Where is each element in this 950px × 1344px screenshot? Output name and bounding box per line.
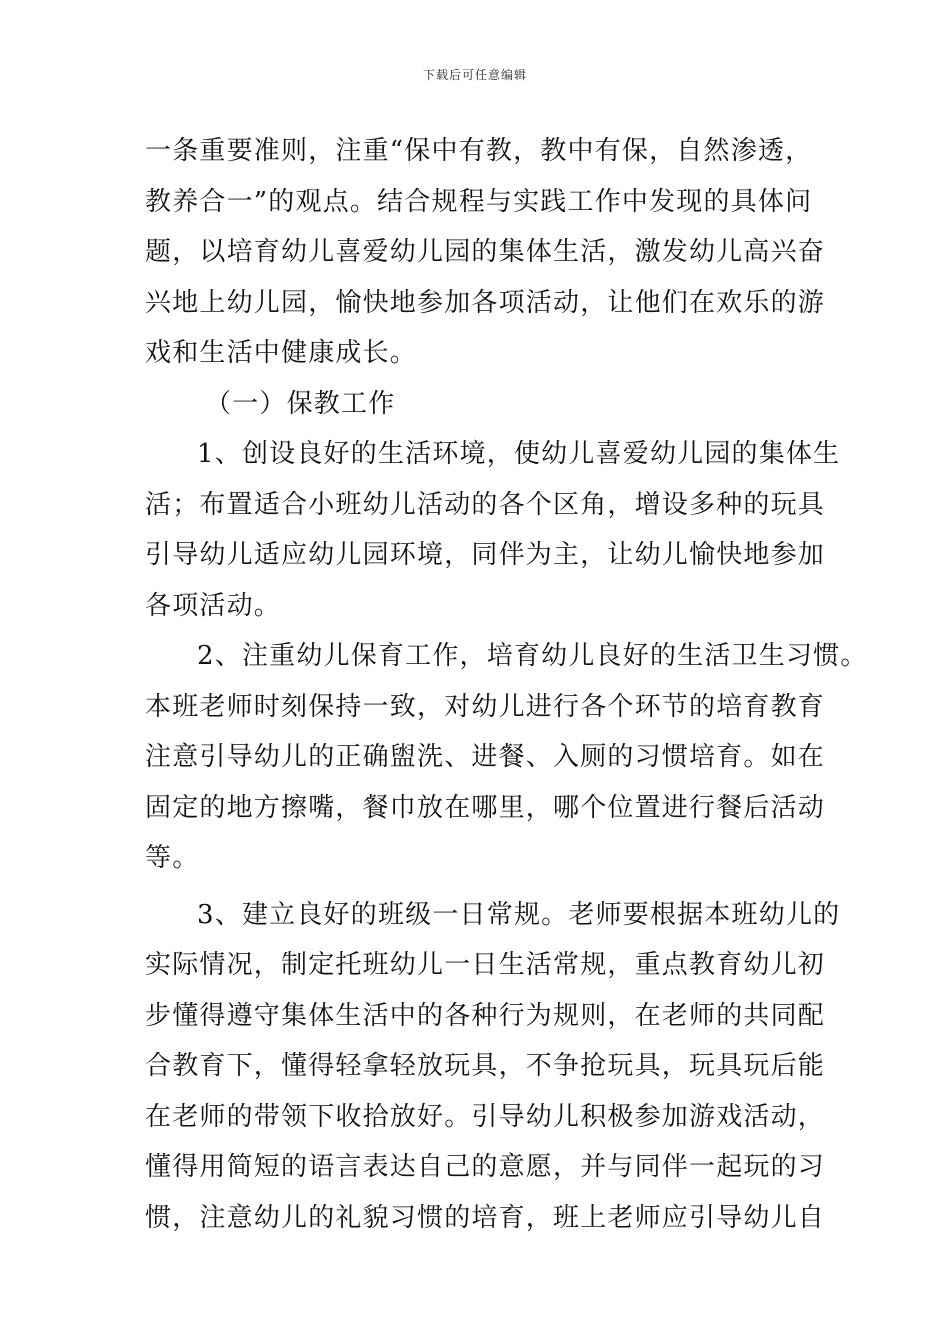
text-line: 在老师的带领下收拾放好。引导幼儿积极参加游戏活动，: [145, 1101, 826, 1132]
text-line: 步懂得遵守集体生活中的各种行为规则，在老师的共同配: [145, 1000, 826, 1031]
text-line: 戏和生活中健康成长。: [145, 338, 418, 368]
paragraph-item-2: [145, 631, 868, 884]
text-line: 1、创设良好的生活环境，使幼儿喜爱幼儿园的集体生: [197, 439, 841, 469]
text-line: 注意引导幼儿的正确盥洗、进餐、入厕的习惯培育。如在: [145, 742, 826, 772]
text-line: 惯，注意幼儿的礼貌习惯的培育，班上老师应引导幼儿自: [145, 1202, 826, 1233]
text-line: 合教育下，懂得轻拿轻放玩具，不争抢玩具，玩具玩后能: [145, 1051, 826, 1081]
text-line: 教养合一”的观点。结合规程与实践工作中发现的具体问: [145, 186, 813, 217]
text-line: 等。: [145, 843, 200, 873]
paragraph-item-3: [145, 890, 841, 1244]
text-line: 懂得用简短的语言表达自己的意愿，并与同伴一起玩的习: [145, 1152, 826, 1182]
text-line: 活；布置适合小班幼儿活动的各个区角，增设多种的玩具: [145, 489, 826, 520]
text-line: 题，以培育幼儿喜爱幼儿园的集体生活，激发幼儿高兴奋: [145, 237, 826, 267]
document-body: [145, 126, 868, 1243]
paragraph-item-1: [145, 429, 841, 631]
section-heading: [145, 379, 825, 430]
paragraph-intro-continuation: [145, 126, 825, 379]
text-line: 各项活动。: [145, 590, 282, 621]
text-line: 固定的地方擦嘴，餐巾放在哪里，哪个位置进行餐后活动: [145, 792, 826, 823]
text-line: 2、注重幼儿保育工作，培育幼儿良好的生活卫生习惯。: [197, 641, 868, 671]
text-line: 一条重要准则，注重“保中有教，教中有保，自然渗透，: [145, 136, 813, 166]
text-line: 本班老师时刻保持一致，对幼儿进行各个环节的培育教育: [145, 691, 826, 722]
text-line: 兴地上幼儿园，愉快地参加各项活动，让他们在欢乐的游: [145, 287, 826, 318]
text-line: 引导幼儿适应幼儿园环境，同伴为主，让幼儿愉快地参加: [145, 540, 826, 570]
text-line: 3、建立良好的班级一日常规。老师要根据本班幼儿的: [197, 899, 841, 930]
page-header-note: 下载后可任意编辑: [422, 68, 527, 82]
text-line: 实际情况，制定托班幼儿一日生活常规，重点教育幼儿初: [145, 950, 826, 980]
section-heading-text: （一）保教工作: [205, 388, 396, 419]
